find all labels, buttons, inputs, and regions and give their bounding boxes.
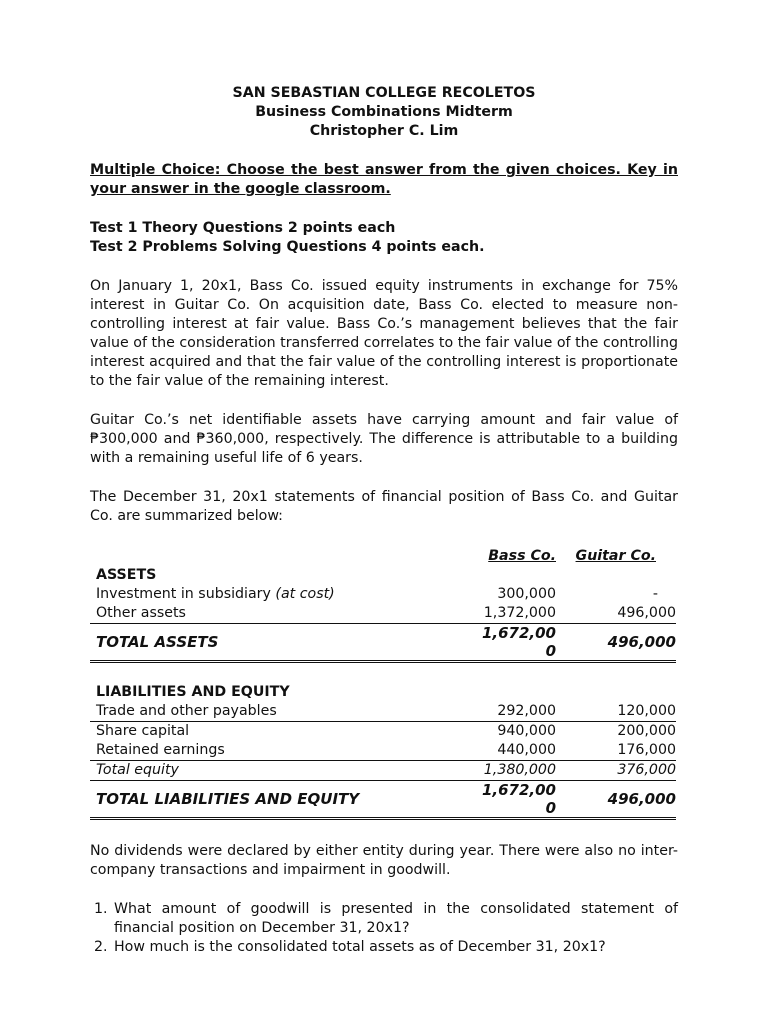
column-header-bass: Bass Co. <box>488 548 556 564</box>
guitar-value: 120,000 <box>617 703 676 719</box>
paragraph-no-dividends: No dividends were declared by either entity during year. There were also no inter-company transactions and impairment in goodwill. <box>90 843 678 878</box>
bass-value: 440,000 <box>497 742 556 758</box>
document-content <box>90 84 678 957</box>
guitar-total: 496,000 <box>607 632 676 651</box>
test1-label: Test 1 Theory Questions 2 points each <box>90 220 396 236</box>
guitar-value: 496,000 <box>617 605 676 621</box>
row-label: Trade and other payables <box>96 703 277 719</box>
row-label: Retained earnings <box>96 742 225 758</box>
bass-total: 1,672,00 0 <box>481 781 556 817</box>
instructions: Multiple Choice: Choose the best answer from the given choices. Key in your answer in the google classroom. <box>90 162 678 197</box>
question-list <box>90 900 678 957</box>
paragraph-acquisition: On January 1, 20x1, Bass Co. issued equity instruments in exchange for 75% interest in Guitar Co. On acquisition date, Bass Co. elected to measure non-controlling interest at fair value. Bass Co.’s management believes that the fair value of the consideration transferred correlates to the fair value of the controlling interest acquired and that the fair value of the controlling interest is proportionate to the fair value of the remaining interest. <box>90 278 678 389</box>
row-label: TOTAL LIABILITIES AND EQUITY <box>96 789 360 808</box>
total-assets-row <box>90 624 676 663</box>
liabilities-heading: LIABILITIES AND EQUITY <box>96 684 290 700</box>
test2-label: Test 2 Problems Solving Questions 4 points each. <box>90 239 485 255</box>
guitar-value: 376,000 <box>617 762 676 778</box>
column-header-guitar: Guitar Co. <box>575 548 656 564</box>
row-label: Total equity <box>96 762 179 778</box>
assets-heading-row <box>90 566 676 585</box>
instructor-name: Christopher C. Lim <box>309 123 459 139</box>
row-label: Share capital <box>96 723 190 739</box>
bass-value: 300,000 <box>497 586 556 602</box>
financial-position-table <box>90 547 676 820</box>
total-liabilities-equity-row <box>90 781 676 820</box>
table-row <box>90 722 676 741</box>
row-label: Other assets <box>96 605 186 621</box>
question-item: 2. How much is the consolidated total assets as of December 31, 20x1? <box>112 938 678 957</box>
liabilities-heading-row <box>90 683 676 702</box>
guitar-value: - <box>652 586 658 602</box>
table-row <box>90 604 676 624</box>
table-row <box>90 702 676 722</box>
total-equity-row <box>90 761 676 781</box>
row-label: TOTAL ASSETS <box>96 632 219 651</box>
table-row <box>90 741 676 761</box>
bass-total: 1,672,00 0 <box>481 624 556 660</box>
bass-value: 1,380,000 <box>483 762 556 778</box>
bass-value: 1,372,000 <box>483 605 556 621</box>
paragraph-net-assets: Guitar Co.’s net identifiable assets have carrying amount and fair value of ₱300,000 and ₱360,000, respectively. The difference is attributable to a building with a remaining useful life of 6 years. <box>90 412 678 466</box>
assets-heading: ASSETS <box>96 567 157 583</box>
table-header-row <box>90 547 676 566</box>
course-title: Business Combinations Midterm <box>255 104 513 120</box>
bass-value: 292,000 <box>497 703 556 719</box>
paragraph-statements-intro: The December 31, 20x1 statements of financial position of Bass Co. and Guitar Co. are summarized below: <box>90 489 678 524</box>
bass-value: 940,000 <box>497 723 556 739</box>
school-name: SAN SEBASTIAN COLLEGE RECOLETOS <box>232 85 536 101</box>
guitar-total: 496,000 <box>607 789 676 808</box>
row-label: Investment in subsidiary (at cost) <box>96 586 335 602</box>
question-item: 1. What amount of goodwill is presented in the consolidated statement of financial position on December 31, 20x1? <box>112 900 678 938</box>
table-row <box>90 585 676 604</box>
guitar-value: 200,000 <box>617 723 676 739</box>
guitar-value: 176,000 <box>617 742 676 758</box>
